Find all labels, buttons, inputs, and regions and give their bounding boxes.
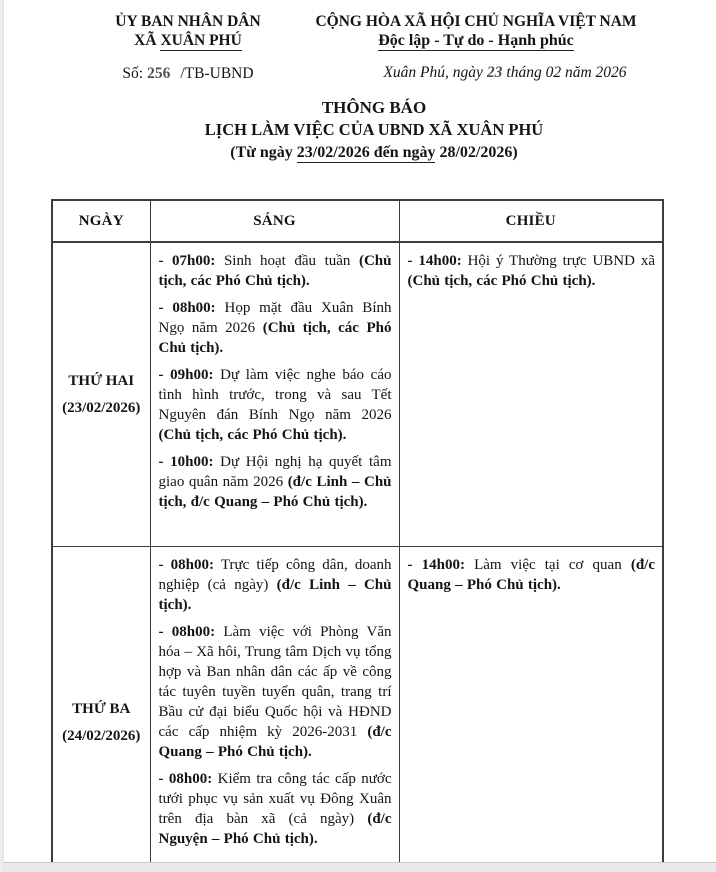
- page-left-edge: [0, 0, 4, 872]
- dateline-prefix: Xuân Phú, ngày: [383, 64, 483, 81]
- day-cell-monday: [52, 242, 150, 547]
- issuer-name-line1: ỦY BAN NHÂN DÂN: [115, 13, 261, 30]
- column-header-day: NGÀY: [52, 200, 150, 242]
- title-date-range: [84, 141, 664, 164]
- event-paragraph: - 14h00: Hội ý Thường trực UBND xã (Chủ tịch, các Phó Chủ tịch).: [407, 253, 655, 289]
- event-paragraph: - 10h00: Dự Hội nghị hạ quyết tâm giao quân năm 2026 (đ/c Linh – Chủ tịch, đ/c Quang – Phó Chủ tịch).: [158, 454, 392, 510]
- national-motto-text: Độc lập - Tự do - Hạnh phúc: [378, 32, 574, 49]
- national-motto: [284, 31, 668, 51]
- title-range-prefix: (Từ ngày: [230, 144, 297, 161]
- event-paragraph: - 08h00: Kiểm tra công tác cấp nước tưới phục vụ sản xuất vụ Đông Xuân trên địa bàn xã (cả ngày) (đ/c Nguyện – Phó Chủ tịch).: [158, 771, 392, 847]
- national-heading-block: [284, 12, 668, 82]
- column-header-morning: SÁNG: [150, 200, 399, 242]
- issuer-block: [96, 12, 280, 83]
- place-dateline: [284, 64, 668, 82]
- morning-events-monday: [150, 242, 399, 547]
- title-range-suffix: 28/02/2026): [435, 144, 518, 161]
- page-bottom-edge: [0, 862, 716, 872]
- dateline-suffix: tháng 02 năm 2026: [506, 64, 627, 81]
- document-number-suffix: /TB-UBND: [180, 65, 254, 82]
- national-name: CỘNG HÒA XÃ HỘI CHỦ NGHĨA VIỆT NAM: [315, 13, 637, 30]
- issuer-commune-prefix: XÃ: [134, 32, 161, 49]
- issuer-name-line2: [96, 31, 280, 50]
- day-date: (24/02/2026): [62, 727, 141, 744]
- schedule-table-header: [52, 200, 663, 242]
- document-number-label: Số:: [122, 65, 144, 82]
- schedule-table: [51, 199, 664, 872]
- event-paragraph: - 14h00: Làm việc tại cơ quan (đ/c Quang – Phó Chủ tịch).: [407, 557, 655, 593]
- afternoon-events-monday: [399, 242, 663, 547]
- event-paragraph: - 09h00: Dự làm việc nghe báo cáo tình hình trước, trong và sau Tết Nguyên đán Bính Ngọ năm 2026 (Chủ tịch, các Phó Chủ tịch).: [158, 367, 392, 443]
- day-date: (23/02/2026): [62, 399, 141, 416]
- event-paragraph: - 08h00: Họp mặt đầu Xuân Bính Ngọ năm 2026 (Chủ tịch, các Phó Chủ tịch).: [158, 300, 392, 356]
- day-name: THỨ BA: [72, 700, 131, 717]
- table-row-monday: [52, 242, 663, 547]
- document-number: [96, 65, 280, 83]
- title-notice: THÔNG BÁO: [321, 98, 427, 117]
- issuer-commune-name: XUÂN PHÚ: [160, 32, 242, 49]
- dateline-day: 23: [486, 64, 503, 81]
- document-number-value: 256: [147, 65, 171, 82]
- day-cell-tuesday: [52, 547, 150, 872]
- event-paragraph: - 07h00: Sinh hoạt đầu tuần (Chủ tịch, các Phó Chủ tịch).: [158, 253, 392, 289]
- morning-events-tuesday: [150, 547, 399, 872]
- document-title-block: [52, 96, 664, 164]
- afternoon-events-tuesday: [399, 547, 663, 872]
- event-paragraph: - 08h00: Trực tiếp công dân, doanh nghiệp (cả ngày) (đ/c Linh – Chủ tịch).: [158, 557, 392, 613]
- event-paragraph: - 08h00: Làm việc với Phòng Văn hóa – Xã hôi, Trung tâm Dịch vụ tổng hợp và Ban nhân dân các ấp về công tác tuyên tuyền tuyển quân, trang trí Bầu cử đại biểu Quốc hội và HĐND các cấp nhiệm kỳ 2026-2031 (đ/c Quang – Phó Chủ tịch).: [158, 624, 392, 760]
- title-range-underlined: 23/02/2026 đến ngày: [296, 144, 436, 161]
- day-name: THỨ HAI: [68, 372, 135, 389]
- title-schedule: LỊCH LÀM VIỆC CỦA UBND XÃ XUÂN PHÚ: [204, 120, 544, 139]
- table-row-tuesday: [52, 547, 663, 872]
- column-header-afternoon: CHIỀU: [399, 200, 663, 242]
